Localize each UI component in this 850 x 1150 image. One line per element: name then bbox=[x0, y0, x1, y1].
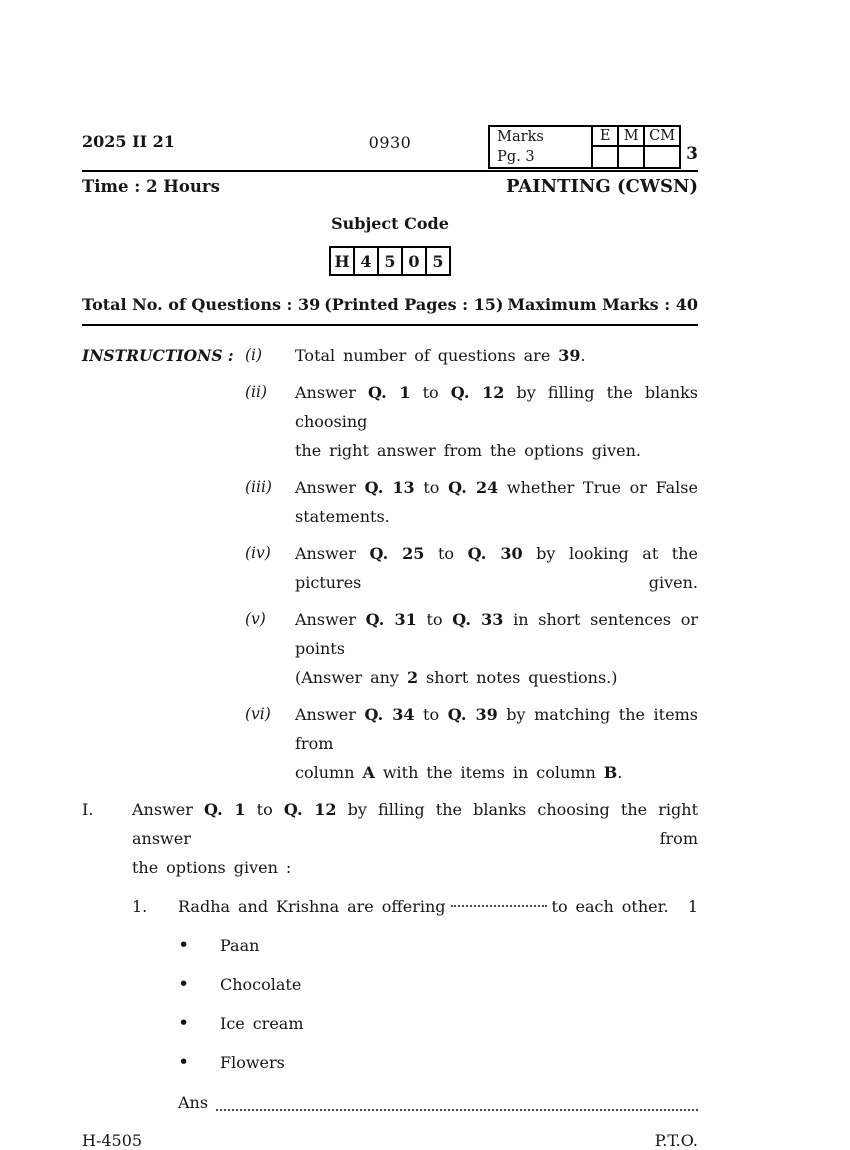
subject-code-boxes bbox=[329, 246, 451, 276]
header-row-2 bbox=[82, 176, 698, 197]
question-1 bbox=[82, 892, 698, 1117]
section-numeral: I. bbox=[82, 800, 94, 819]
instructions-row bbox=[82, 341, 698, 795]
instructions-label: INSTRUCTIONS : bbox=[82, 346, 234, 365]
question-number: 1. bbox=[132, 897, 148, 916]
page-footer bbox=[82, 1131, 698, 1150]
marks-table-label bbox=[490, 127, 591, 167]
subject-code-cell: 5 bbox=[425, 248, 449, 274]
time-code: 0930 bbox=[368, 133, 412, 152]
header-row-1 bbox=[82, 123, 698, 172]
marks-table bbox=[488, 125, 681, 169]
subject-code-boxes-wrap bbox=[82, 246, 698, 276]
bullet-icon: • bbox=[178, 1051, 190, 1073]
subject-code-cell: 0 bbox=[401, 248, 425, 274]
maximum-marks: Maximum Marks : 40 bbox=[507, 295, 698, 314]
option-row bbox=[178, 932, 698, 960]
marks-label-line2: Pg. 3 bbox=[497, 148, 535, 165]
pto-label: P.T.O. bbox=[654, 1131, 698, 1150]
subject-code-cell: 5 bbox=[377, 248, 401, 274]
section-text: Answer Q. 1 to Q. 12 by filling the blanks choosing the right answer from the options given : bbox=[132, 800, 699, 877]
header-right-group bbox=[488, 124, 698, 169]
instruction-numeral: (iii) bbox=[245, 478, 272, 496]
option-row bbox=[178, 1010, 698, 1038]
page-content bbox=[82, 0, 698, 1150]
marks-label-line1: Marks bbox=[497, 128, 544, 145]
question-text-after-blank: to each other. bbox=[551, 897, 669, 916]
bullet-icon: • bbox=[178, 934, 190, 956]
instruction-item bbox=[245, 539, 698, 597]
option-label: Paan bbox=[220, 936, 260, 955]
instruction-numeral: (vi) bbox=[245, 705, 271, 723]
instruction-numeral: (ii) bbox=[245, 383, 268, 401]
fill-in-blank-line bbox=[451, 892, 547, 907]
printed-pages: (Printed Pages : 15) bbox=[324, 295, 504, 314]
question-marks: 1 bbox=[687, 897, 698, 916]
instruction-text: Answer Q. 1 to Q. 12 by filling the blanks choosing the right answer from the options given. bbox=[295, 383, 699, 460]
answer-dotted-line bbox=[216, 1088, 698, 1111]
subject-title: PAINTING (CWSN) bbox=[506, 176, 698, 197]
paper-code: H-4505 bbox=[82, 1131, 143, 1150]
subject-code-label: Subject Code bbox=[331, 214, 449, 233]
instruction-text: Total number of questions are 39. bbox=[295, 346, 586, 365]
instruction-text: Answer Q. 34 to Q. 39 by matching the items from column A with the items in column B. bbox=[295, 705, 698, 782]
instruction-numeral: (iv) bbox=[245, 544, 271, 562]
bullet-icon: • bbox=[178, 1012, 190, 1034]
marks-col-m: M bbox=[617, 127, 643, 147]
instruction-text: Answer Q. 31 to Q. 33 in short sentences or points (Answer any 2 short notes questions.) bbox=[295, 610, 698, 687]
question-text-before-blank: Radha and Krishna are offering bbox=[178, 897, 446, 916]
time-allowed: Time : 2 Hours bbox=[82, 177, 220, 196]
subject-code-cell: H bbox=[334, 251, 350, 271]
totals-row bbox=[82, 295, 698, 326]
option-row bbox=[178, 971, 698, 999]
question-line bbox=[178, 892, 698, 921]
option-label: Ice cream bbox=[220, 1014, 304, 1033]
spacer bbox=[669, 892, 688, 921]
instruction-item bbox=[245, 700, 698, 787]
instruction-numeral: (i) bbox=[245, 346, 263, 364]
instruction-item bbox=[245, 378, 698, 465]
instructions-items bbox=[245, 341, 698, 795]
instruction-text: Answer Q. 25 to Q. 30 by looking at the pictures given. bbox=[295, 544, 698, 592]
marks-cell-m-empty bbox=[617, 147, 643, 167]
marks-col-e: E bbox=[591, 127, 617, 147]
date-code: 2025 II 21 bbox=[82, 132, 175, 151]
bullet-icon: • bbox=[178, 973, 190, 995]
instruction-item bbox=[245, 473, 698, 531]
subject-code-cell: 4 bbox=[353, 248, 377, 274]
total-questions: Total No. of Questions : 39 bbox=[82, 295, 321, 314]
answer-row bbox=[178, 1088, 698, 1117]
marks-cell-cm-empty bbox=[643, 147, 679, 167]
marks-col-cm: CM bbox=[643, 127, 679, 147]
option-label: Chocolate bbox=[220, 975, 302, 994]
instructions-block bbox=[82, 341, 698, 795]
marks-cell-e-empty bbox=[591, 147, 617, 167]
instruction-text: Answer Q. 13 to Q. 24 whether True or False statements. bbox=[295, 478, 698, 526]
option-label: Flowers bbox=[220, 1053, 285, 1072]
instruction-numeral: (v) bbox=[245, 610, 266, 628]
page-flag: 3 bbox=[686, 143, 698, 164]
instruction-item bbox=[245, 341, 698, 370]
answer-label: Ans bbox=[178, 1093, 209, 1112]
instruction-item bbox=[245, 605, 698, 692]
section-1 bbox=[82, 795, 698, 882]
question-body bbox=[178, 892, 698, 1117]
option-row bbox=[178, 1049, 698, 1077]
